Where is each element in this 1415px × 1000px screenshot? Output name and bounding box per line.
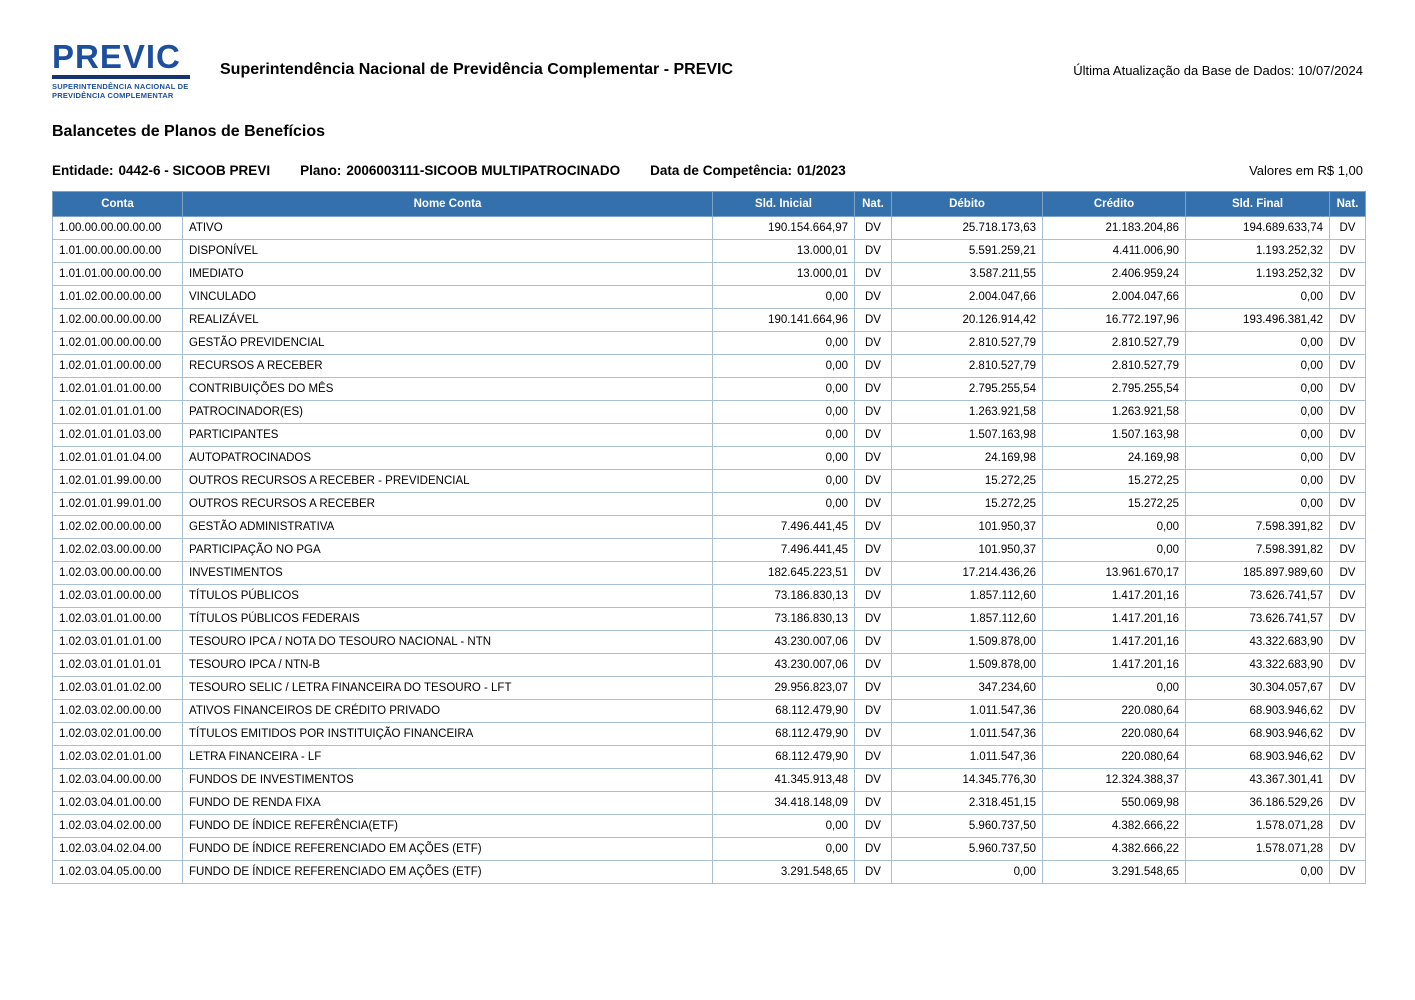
table-row <box>53 722 1366 745</box>
table-cell: 1.02.03.02.01.01.00 <box>53 745 183 768</box>
table-cell: DV <box>1330 377 1366 400</box>
table-cell: 13.000,01 <box>713 239 855 262</box>
table-cell: 30.304.057,67 <box>1186 676 1330 699</box>
table-cell: 15.272,25 <box>892 469 1043 492</box>
table-cell: 0,00 <box>1186 285 1330 308</box>
table-cell: TÍTULOS PÚBLICOS FEDERAIS <box>183 607 713 630</box>
table-cell: DV <box>855 354 892 377</box>
table-cell: 3.291.548,65 <box>713 860 855 883</box>
table-cell: 101.950,37 <box>892 515 1043 538</box>
table-cell: 25.718.173,63 <box>892 216 1043 239</box>
table-cell: DISPONÍVEL <box>183 239 713 262</box>
table-cell: DV <box>855 515 892 538</box>
table-row <box>53 239 1366 262</box>
table-row <box>53 285 1366 308</box>
table-cell: 2.406.959,24 <box>1043 262 1186 285</box>
table-cell: CONTRIBUIÇÕES DO MÊS <box>183 377 713 400</box>
table-cell: 2.810.527,79 <box>892 331 1043 354</box>
table-cell: TÍTULOS EMITIDOS POR INSTITUIÇÃO FINANCEIRA <box>183 722 713 745</box>
table-cell: 1.02.03.02.01.00.00 <box>53 722 183 745</box>
table-cell: 0,00 <box>713 446 855 469</box>
table-cell: 0,00 <box>713 423 855 446</box>
table-cell: 0,00 <box>713 354 855 377</box>
table-cell: 182.645.223,51 <box>713 561 855 584</box>
table-cell: 20.126.914,42 <box>892 308 1043 331</box>
table-cell: DV <box>1330 492 1366 515</box>
table-cell: DV <box>855 561 892 584</box>
table-cell: 43.322.683,90 <box>1186 630 1330 653</box>
table-cell: 1.02.02.00.00.00.00 <box>53 515 183 538</box>
table-row <box>53 469 1366 492</box>
table-row <box>53 607 1366 630</box>
table-cell: 1.01.02.00.00.00.00 <box>53 285 183 308</box>
table-cell: 0,00 <box>713 469 855 492</box>
table-cell: DV <box>1330 745 1366 768</box>
table-cell: 4.411.006,90 <box>1043 239 1186 262</box>
table-cell: 1.02.03.01.01.02.00 <box>53 676 183 699</box>
table-cell: 2.318.451,15 <box>892 791 1043 814</box>
table-cell: DV <box>1330 653 1366 676</box>
table-cell: 1.02.02.03.00.00.00 <box>53 538 183 561</box>
table-cell: 43.230.007,06 <box>713 630 855 653</box>
table-row <box>53 446 1366 469</box>
table-row <box>53 561 1366 584</box>
table-cell: DV <box>855 584 892 607</box>
table-cell: 1.01.00.00.00.00.00 <box>53 239 183 262</box>
table-cell: 17.214.436,26 <box>892 561 1043 584</box>
table-row <box>53 492 1366 515</box>
table-row <box>53 423 1366 446</box>
table-cell: DV <box>855 377 892 400</box>
table-cell: 0,00 <box>713 400 855 423</box>
table-cell: DV <box>1330 630 1366 653</box>
previc-logo-underline <box>52 75 190 79</box>
col-header-nat-2: Nat. <box>1330 191 1366 216</box>
table-cell: PARTICIPAÇÃO NO PGA <box>183 538 713 561</box>
table-cell: TÍTULOS PÚBLICOS <box>183 584 713 607</box>
table-cell: 24.169,98 <box>1043 446 1186 469</box>
table-cell: 4.382.666,22 <box>1043 814 1186 837</box>
table-row <box>53 515 1366 538</box>
table-cell: 68.112.479,90 <box>713 722 855 745</box>
competencia-value: 01/2023 <box>796 162 846 178</box>
table-cell: 220.080,64 <box>1043 699 1186 722</box>
table-cell: DV <box>1330 239 1366 262</box>
table-cell: LETRA FINANCEIRA - LF <box>183 745 713 768</box>
table-header-row <box>53 191 1366 216</box>
table-row <box>53 745 1366 768</box>
table-cell: DV <box>1330 699 1366 722</box>
table-row <box>53 354 1366 377</box>
table-cell: 0,00 <box>892 860 1043 883</box>
table-cell: DV <box>855 630 892 653</box>
table-row <box>53 653 1366 676</box>
table-cell: 36.186.529,26 <box>1186 791 1330 814</box>
table-cell: 0,00 <box>713 492 855 515</box>
table-cell: 1.00.00.00.00.00.00 <box>53 216 183 239</box>
table-cell: 68.903.946,62 <box>1186 722 1330 745</box>
table-cell: 0,00 <box>713 837 855 860</box>
table-cell: 1.02.01.01.01.01.00 <box>53 400 183 423</box>
previc-logo-subtitle-line2: PREVIDÊNCIA COMPLEMENTAR <box>52 91 174 101</box>
table-cell: 29.956.823,07 <box>713 676 855 699</box>
table-cell: AUTOPATROCINADOS <box>183 446 713 469</box>
table-cell: 0,00 <box>1186 354 1330 377</box>
table-cell: 1.417.201,16 <box>1043 584 1186 607</box>
table-cell: DV <box>1330 308 1366 331</box>
table-cell: DV <box>855 676 892 699</box>
table-cell: 0,00 <box>713 814 855 837</box>
table-cell: 2.810.527,79 <box>1043 331 1186 354</box>
table-cell: 5.960.737,50 <box>892 837 1043 860</box>
table-cell: DV <box>1330 814 1366 837</box>
table-cell: 14.345.776,30 <box>892 768 1043 791</box>
table-cell: 185.897.989,60 <box>1186 561 1330 584</box>
table-cell: 1.578.071,28 <box>1186 837 1330 860</box>
table-cell: 1.02.01.01.01.04.00 <box>53 446 183 469</box>
table-cell: 0,00 <box>1186 331 1330 354</box>
table-cell: 1.02.00.00.00.00.00 <box>53 308 183 331</box>
table-cell: DV <box>1330 538 1366 561</box>
table-cell: 2.004.047,66 <box>1043 285 1186 308</box>
table-cell: 0,00 <box>1186 446 1330 469</box>
plano-field <box>300 163 620 178</box>
table-cell: 1.02.03.04.02.04.00 <box>53 837 183 860</box>
table-cell: 0,00 <box>1043 515 1186 538</box>
table-cell: DV <box>855 814 892 837</box>
table-cell: FUNDO DE ÍNDICE REFERENCIADO EM AÇÕES (ETF) <box>183 860 713 883</box>
table-cell: 3.587.211,55 <box>892 262 1043 285</box>
table-cell: 1.02.03.01.01.01.01 <box>53 653 183 676</box>
table-cell: 1.02.03.04.02.00.00 <box>53 814 183 837</box>
table-cell: 1.02.03.00.00.00.00 <box>53 561 183 584</box>
table-cell: 1.417.201,16 <box>1043 630 1186 653</box>
table-cell: DV <box>1330 354 1366 377</box>
table-row <box>53 676 1366 699</box>
table-cell: DV <box>855 607 892 630</box>
table-cell: DV <box>1330 837 1366 860</box>
table-cell: 1.011.547,36 <box>892 722 1043 745</box>
table-cell: DV <box>855 860 892 883</box>
table-cell: 220.080,64 <box>1043 745 1186 768</box>
table-cell: DV <box>855 538 892 561</box>
previc-logo <box>52 40 204 101</box>
col-header-sld-final: Sld. Final <box>1186 191 1330 216</box>
table-row <box>53 262 1366 285</box>
table-cell: 550.069,98 <box>1043 791 1186 814</box>
table-row <box>53 837 1366 860</box>
table-cell: 0,00 <box>1186 423 1330 446</box>
table-cell: 73.186.830,13 <box>713 607 855 630</box>
page-header <box>52 40 1363 101</box>
table-cell: 0,00 <box>1186 469 1330 492</box>
table-cell: 0,00 <box>713 331 855 354</box>
table-cell: 1.02.01.01.01.03.00 <box>53 423 183 446</box>
table-cell: 0,00 <box>1186 400 1330 423</box>
table-cell: 1.193.252,32 <box>1186 239 1330 262</box>
table-cell: 41.345.913,48 <box>713 768 855 791</box>
table-row <box>53 400 1366 423</box>
previc-logo-subtitle-line1: SUPERINTENDÊNCIA NACIONAL DE <box>52 82 189 91</box>
table-cell: 1.02.03.01.01.01.00 <box>53 630 183 653</box>
table-cell: 1.509.878,00 <box>892 630 1043 653</box>
table-cell: DV <box>1330 607 1366 630</box>
entidade-field <box>52 163 270 178</box>
table-cell: 2.004.047,66 <box>892 285 1043 308</box>
table-cell: DV <box>1330 446 1366 469</box>
entidade-value: 0442-6 - SICOOB PREVI <box>118 162 271 178</box>
table-cell: 347.234,60 <box>892 676 1043 699</box>
table-cell: DV <box>855 285 892 308</box>
table-cell: 1.417.201,16 <box>1043 607 1186 630</box>
table-cell: DV <box>1330 423 1366 446</box>
table-cell: INVESTIMENTOS <box>183 561 713 584</box>
table-cell: RECURSOS A RECEBER <box>183 354 713 377</box>
table-cell: 0,00 <box>1186 377 1330 400</box>
table-cell: 13.961.670,17 <box>1043 561 1186 584</box>
table-cell: 7.496.441,45 <box>713 538 855 561</box>
entidade-label: Entidade: <box>52 162 114 178</box>
table-cell: DV <box>855 469 892 492</box>
table-cell: OUTROS RECURSOS A RECEBER <box>183 492 713 515</box>
table-cell: 15.272,25 <box>892 492 1043 515</box>
table-cell: REALIZÁVEL <box>183 308 713 331</box>
table-row <box>53 630 1366 653</box>
col-header-debito: Débito <box>892 191 1043 216</box>
table-cell: 0,00 <box>1186 492 1330 515</box>
table-cell: 3.291.548,65 <box>1043 860 1186 883</box>
table-cell: 1.509.878,00 <box>892 653 1043 676</box>
table-cell: 1.507.163,98 <box>1043 423 1186 446</box>
table-cell: DV <box>1330 285 1366 308</box>
table-cell: 73.626.741,57 <box>1186 584 1330 607</box>
report-meta-row <box>52 163 1363 178</box>
table-cell: DV <box>1330 584 1366 607</box>
table-cell: 15.272,25 <box>1043 469 1186 492</box>
table-cell: 2.795.255,54 <box>892 377 1043 400</box>
plano-value: 2006003111-SICOOB MULTIPATROCINADO <box>346 162 621 178</box>
table-cell: ATIVOS FINANCEIROS DE CRÉDITO PRIVADO <box>183 699 713 722</box>
table-cell: DV <box>855 262 892 285</box>
table-cell: FUNDOS DE INVESTIMENTOS <box>183 768 713 791</box>
table-cell: DV <box>1330 561 1366 584</box>
table-cell: DV <box>855 331 892 354</box>
table-cell: DV <box>855 653 892 676</box>
table-cell: 7.598.391,82 <box>1186 515 1330 538</box>
table-cell: 1.507.163,98 <box>892 423 1043 446</box>
table-cell: DV <box>1330 262 1366 285</box>
table-cell: DV <box>1330 676 1366 699</box>
balancete-table <box>52 191 1366 884</box>
plano-label: Plano: <box>300 162 342 178</box>
table-cell: FUNDO DE ÍNDICE REFERÊNCIA(ETF) <box>183 814 713 837</box>
table-cell: 7.598.391,82 <box>1186 538 1330 561</box>
table-cell: 68.903.946,62 <box>1186 699 1330 722</box>
table-cell: 1.857.112,60 <box>892 607 1043 630</box>
table-row <box>53 584 1366 607</box>
table-cell: 220.080,64 <box>1043 722 1186 745</box>
table-cell: 73.626.741,57 <box>1186 607 1330 630</box>
table-cell: FUNDO DE RENDA FIXA <box>183 791 713 814</box>
table-cell: DV <box>1330 216 1366 239</box>
table-cell: DV <box>855 768 892 791</box>
table-row <box>53 377 1366 400</box>
table-cell: DV <box>855 400 892 423</box>
last-update-text: Última Atualização da Base de Dados: 10/07/2024 <box>1073 62 1363 78</box>
table-cell: DV <box>855 745 892 768</box>
table-row <box>53 768 1366 791</box>
page-title: Balancetes de Planos de Benefícios <box>52 122 325 140</box>
table-cell: FUNDO DE ÍNDICE REFERENCIADO EM AÇÕES (ETF) <box>183 837 713 860</box>
table-cell: 16.772.197,96 <box>1043 308 1186 331</box>
table-cell: VINCULADO <box>183 285 713 308</box>
table-cell: DV <box>1330 860 1366 883</box>
table-cell: 0,00 <box>1186 860 1330 883</box>
table-row <box>53 331 1366 354</box>
table-cell: DV <box>855 308 892 331</box>
previc-logo-text: PREVIC <box>52 38 181 75</box>
table-cell: 1.02.01.01.99.00.00 <box>53 469 183 492</box>
table-cell: 7.496.441,45 <box>713 515 855 538</box>
table-cell: DV <box>855 722 892 745</box>
table-cell: 1.02.03.04.00.00.00 <box>53 768 183 791</box>
table-cell: 1.02.01.01.99.01.00 <box>53 492 183 515</box>
table-cell: 1.02.03.01.01.00.00 <box>53 607 183 630</box>
table-cell: DV <box>855 699 892 722</box>
table-cell: 1.02.01.01.00.00.00 <box>53 354 183 377</box>
table-cell: DV <box>855 216 892 239</box>
table-cell: 5.960.737,50 <box>892 814 1043 837</box>
table-row <box>53 814 1366 837</box>
table-row <box>53 791 1366 814</box>
table-cell: PARTICIPANTES <box>183 423 713 446</box>
table-cell: 21.183.204,86 <box>1043 216 1186 239</box>
table-cell: 68.112.479,90 <box>713 699 855 722</box>
table-cell: DV <box>855 492 892 515</box>
table-cell: 13.000,01 <box>713 262 855 285</box>
table-body <box>53 216 1366 883</box>
table-cell: 0,00 <box>1043 676 1186 699</box>
table-cell: DV <box>1330 331 1366 354</box>
table-cell: DV <box>1330 768 1366 791</box>
agency-title: Superintendência Nacional de Previdência Complementar - PREVIC <box>220 61 734 79</box>
table-cell: TESOURO SELIC / LETRA FINANCEIRA DO TESOURO - LFT <box>183 676 713 699</box>
table-cell: 12.324.388,37 <box>1043 768 1186 791</box>
table-cell: ATIVO <box>183 216 713 239</box>
col-header-sld-inicial: Sld. Inicial <box>713 191 855 216</box>
table-cell: 1.02.03.02.00.00.00 <box>53 699 183 722</box>
table-row <box>53 538 1366 561</box>
table-cell: 68.112.479,90 <box>713 745 855 768</box>
table-cell: 1.417.201,16 <box>1043 653 1186 676</box>
table-cell: 24.169,98 <box>892 446 1043 469</box>
table-cell: 43.322.683,90 <box>1186 653 1330 676</box>
table-cell: 1.857.112,60 <box>892 584 1043 607</box>
competencia-label: Data de Competência: <box>650 162 792 178</box>
table-row <box>53 699 1366 722</box>
col-header-nome-conta: Nome Conta <box>183 191 713 216</box>
col-header-conta: Conta <box>53 191 183 216</box>
table-cell: 190.141.664,96 <box>713 308 855 331</box>
table-cell: DV <box>1330 722 1366 745</box>
table-cell: DV <box>1330 515 1366 538</box>
table-cell: 1.02.03.01.00.00.00 <box>53 584 183 607</box>
table-cell: 1.011.547,36 <box>892 745 1043 768</box>
table-cell: DV <box>855 423 892 446</box>
table-cell: 68.903.946,62 <box>1186 745 1330 768</box>
table-cell: 1.011.547,36 <box>892 699 1043 722</box>
valores-note: Valores em R$ 1,00 <box>1249 162 1363 178</box>
table-cell: 101.950,37 <box>892 538 1043 561</box>
col-header-credito: Crédito <box>1043 191 1186 216</box>
table-cell: GESTÃO PREVIDENCIAL <box>183 331 713 354</box>
table-row <box>53 216 1366 239</box>
col-header-nat-1: Nat. <box>855 191 892 216</box>
table-cell: IMEDIATO <box>183 262 713 285</box>
table-cell: TESOURO IPCA / NOTA DO TESOURO NACIONAL - NTN <box>183 630 713 653</box>
table-cell: DV <box>1330 469 1366 492</box>
table-cell: PATROCINADOR(ES) <box>183 400 713 423</box>
table-cell: 194.689.633,74 <box>1186 216 1330 239</box>
table-cell: 193.496.381,42 <box>1186 308 1330 331</box>
table-cell: TESOURO IPCA / NTN-B <box>183 653 713 676</box>
table-cell: 2.810.527,79 <box>892 354 1043 377</box>
table-cell: 1.263.921,58 <box>1043 400 1186 423</box>
previc-logo-subtitle <box>52 82 204 101</box>
table-cell: 1.02.01.00.00.00.00 <box>53 331 183 354</box>
table-cell: 15.272,25 <box>1043 492 1186 515</box>
table-cell: 1.578.071,28 <box>1186 814 1330 837</box>
table-cell: 1.02.01.01.01.00.00 <box>53 377 183 400</box>
table-cell: 5.591.259,21 <box>892 239 1043 262</box>
table-row <box>53 860 1366 883</box>
table-cell: DV <box>855 837 892 860</box>
table-cell: DV <box>855 446 892 469</box>
table-cell: 0,00 <box>713 377 855 400</box>
table-cell: 0,00 <box>713 285 855 308</box>
table-cell: 4.382.666,22 <box>1043 837 1186 860</box>
table-cell: DV <box>1330 791 1366 814</box>
table-row <box>53 308 1366 331</box>
table-cell: 1.01.01.00.00.00.00 <box>53 262 183 285</box>
table-cell: 0,00 <box>1043 538 1186 561</box>
table-cell: 34.418.148,09 <box>713 791 855 814</box>
table-cell: GESTÃO ADMINISTRATIVA <box>183 515 713 538</box>
table-cell: 190.154.664,97 <box>713 216 855 239</box>
table-cell: 1.193.252,32 <box>1186 262 1330 285</box>
table-cell: OUTROS RECURSOS A RECEBER - PREVIDENCIAL <box>183 469 713 492</box>
table-cell: 2.795.255,54 <box>1043 377 1186 400</box>
table-cell: 43.230.007,06 <box>713 653 855 676</box>
competencia-field <box>650 163 846 178</box>
table-cell: 2.810.527,79 <box>1043 354 1186 377</box>
table-cell: DV <box>1330 400 1366 423</box>
table-cell: DV <box>855 791 892 814</box>
table-cell: DV <box>855 239 892 262</box>
table-cell: 1.02.03.04.05.00.00 <box>53 860 183 883</box>
table-cell: 73.186.830,13 <box>713 584 855 607</box>
table-cell: 43.367.301,41 <box>1186 768 1330 791</box>
table-cell: 1.263.921,58 <box>892 400 1043 423</box>
table-cell: 1.02.03.04.01.00.00 <box>53 791 183 814</box>
